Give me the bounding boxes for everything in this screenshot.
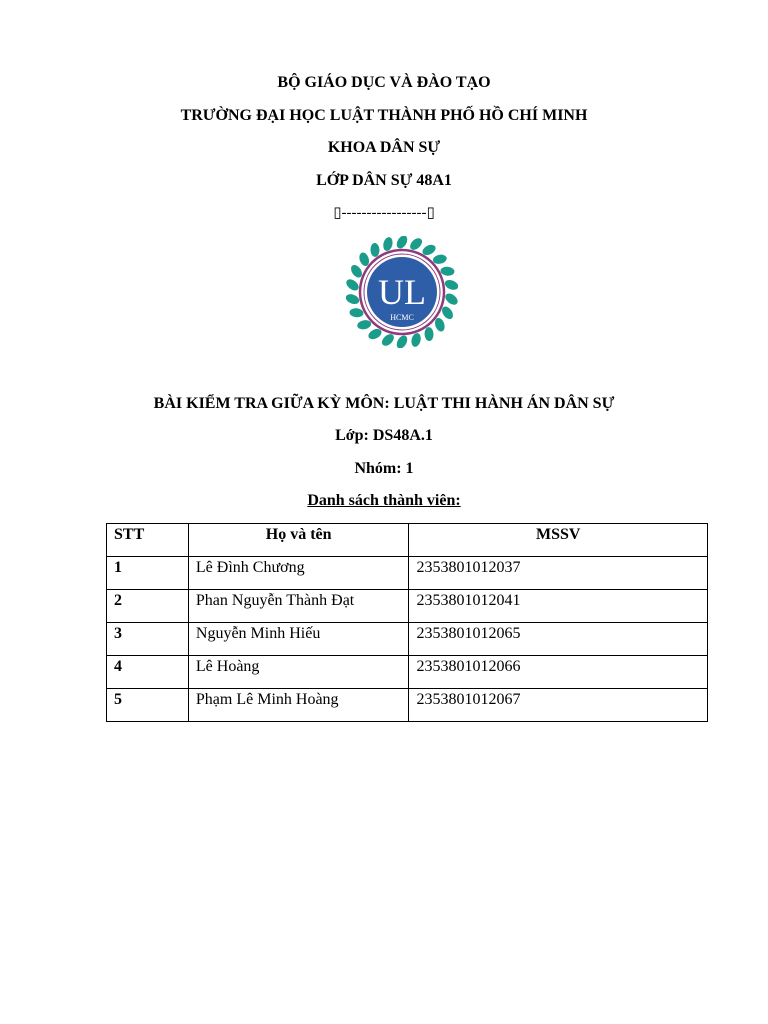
- member-list-heading: Danh sách thành viên:: [307, 492, 461, 509]
- header-name: Họ và tên: [188, 524, 409, 557]
- cell-stt: 5: [107, 689, 189, 722]
- class-line: Lớp: DS48A.1: [335, 427, 433, 444]
- header-class: LỚP DÂN SỰ 48A1: [316, 172, 452, 189]
- leaf-icon: [370, 243, 380, 257]
- cell-stt: 4: [107, 656, 189, 689]
- cell-name: Phan Nguyễn Thành Đạt: [188, 590, 409, 623]
- leaf-icon: [346, 292, 361, 306]
- cell-stt: 3: [107, 623, 189, 656]
- leaf-icon: [349, 308, 364, 318]
- leaf-icon: [346, 277, 361, 293]
- leaf-icon: [382, 236, 394, 252]
- header-university: TRƯỜNG ĐẠI HỌC LUẬT THÀNH PHỐ HỒ CHÍ MINH: [180, 107, 588, 124]
- logo-monogram: UL: [378, 272, 426, 312]
- table-row: [107, 590, 708, 623]
- leaf-icon: [395, 334, 410, 348]
- table-row: [107, 689, 708, 722]
- university-logo: [346, 236, 458, 348]
- cell-mssv: 2353801012066: [409, 656, 708, 689]
- header-stt: STT: [107, 524, 189, 557]
- header-faculty: KHOA DÂN SỰ: [327, 139, 441, 156]
- cell-mssv: 2353801012037: [409, 557, 708, 590]
- leaf-icon: [443, 291, 458, 307]
- cell-name: Nguyễn Minh Hiếu: [188, 623, 409, 656]
- cell-stt: 2: [107, 590, 189, 623]
- leaf-icon: [356, 319, 371, 330]
- table-row: [107, 557, 708, 590]
- header-mssv: MSSV: [409, 524, 708, 557]
- cell-stt: 1: [107, 557, 189, 590]
- cell-name: Lê Đình Chương: [188, 557, 409, 590]
- leaf-icon: [432, 254, 447, 265]
- cell-name: Lê Hoàng: [188, 656, 409, 689]
- cell-name: Phạm Lê Minh Hoàng: [188, 689, 409, 722]
- leaf-icon: [410, 332, 422, 348]
- leaf-icon: [443, 278, 458, 292]
- leaf-icon: [440, 266, 455, 276]
- header-ministry: BỘ GIÁO DỤC VÀ ĐÀO TẠO: [277, 74, 491, 91]
- cell-mssv: 2353801012067: [409, 689, 708, 722]
- logo-caption: HCMC: [390, 313, 414, 322]
- member-table: [106, 523, 708, 722]
- leaf-icon: [395, 236, 410, 250]
- leaf-icon: [424, 327, 434, 341]
- header-separator: ▯-----------------▯: [333, 205, 435, 221]
- group-line: Nhóm: 1: [354, 460, 414, 477]
- table-row: [107, 656, 708, 689]
- exam-title: BÀI KIỂM TRA GIỮA KỲ MÔN: LUẬT THI HÀNH ÁN DÂN SỰ: [153, 395, 615, 412]
- table-header-row: [107, 524, 708, 557]
- cell-mssv: 2353801012065: [409, 623, 708, 656]
- cell-mssv: 2353801012041: [409, 590, 708, 623]
- table-row: [107, 623, 708, 656]
